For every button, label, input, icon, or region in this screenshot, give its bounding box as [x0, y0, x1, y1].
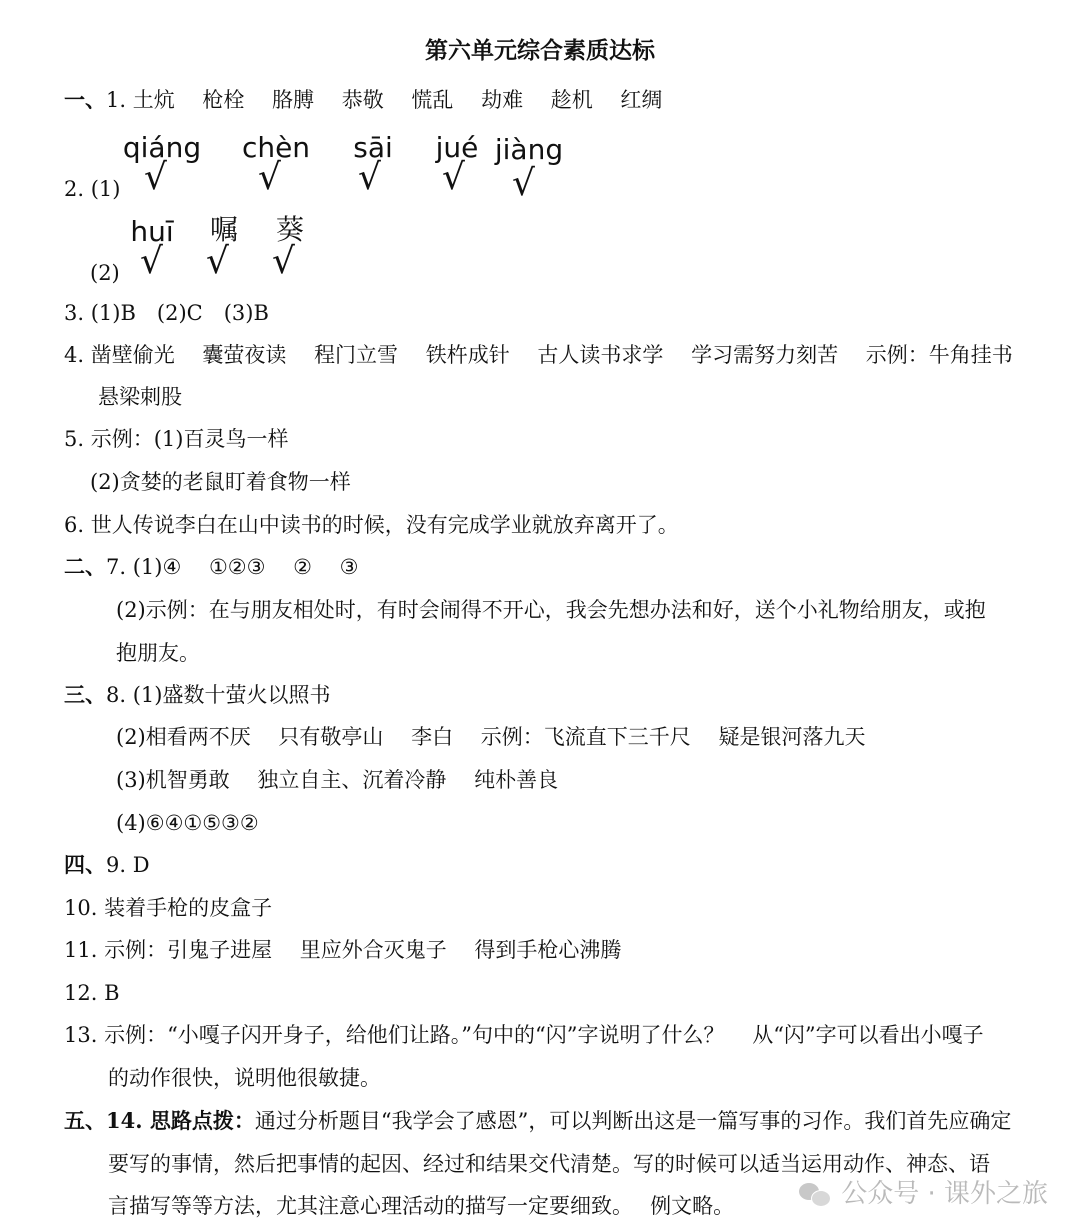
q12-line: 12. B [64, 981, 120, 1005]
q7-line-2: (2)示例：在与朋友相处时，有时会闹得不开心，我会先想办法和好，送个小礼物给朋友，或抱 [116, 598, 986, 622]
q6-line: 6. 世人传说李白在山中读书的时候，没有完成学业就放弃离开了。 [64, 513, 679, 537]
q8-line-2: (2)相看两不厌 只有敬亭山 李白 示例：飞流直下三千尺 疑是银河落九天 [116, 725, 866, 749]
check-mark-icon: √ [206, 241, 229, 282]
q10-line: 10. 装着手枪的皮盒子 [64, 896, 273, 920]
pinyin-item: jué [435, 131, 479, 164]
check-mark-icon: √ [272, 241, 295, 282]
watermark [799, 1179, 1048, 1209]
section-1-label: 一、 [64, 87, 106, 112]
q8-text: 8. (1)盛数十萤火以照书 [106, 683, 331, 707]
pinyin-item: huī [130, 215, 174, 248]
q14-hint-label: 思路点拨： [149, 1108, 255, 1133]
watermark-text: 公众号 · 课外之旅 [841, 1179, 1048, 1209]
q14-number: 14. [106, 1108, 150, 1133]
q2-part2-label: (2) [90, 261, 120, 285]
character-item: 葵 [275, 213, 304, 246]
q14-line-2: 要写的事情，然后把事情的起因、经过和结果交代清楚。写的时候可以适当运用动作、神态、语 [108, 1152, 990, 1176]
section-5-label: 五、 [64, 1108, 106, 1133]
q14-line-3: 言描写等等方法，尤其注意心理活动的描写一定要细致。 例文略。 [108, 1194, 735, 1218]
section-4-label: 四、 [64, 852, 106, 877]
q3-line: 3. (1)B (2)C (3)B [64, 301, 269, 325]
pinyin-item: sāi [353, 131, 393, 164]
section-2-label: 二、 [64, 554, 106, 579]
q14-line-1 [64, 1108, 1011, 1134]
character-item: 嘱 [209, 213, 238, 246]
q9-text: 9. D [106, 853, 150, 877]
pinyin-item: qiáng [122, 131, 202, 164]
q4-line-1: 4. 凿壁偷光 囊萤夜读 程门立雪 铁杵成针 古人读书求学 学习需努力刻苦 示例：牛角挂书 [64, 343, 1013, 367]
wechat-icon [799, 1181, 831, 1207]
q5-line-1: 5. 示例：(1)百灵鸟一样 [64, 427, 289, 451]
page-title: 第六单元综合素质达标 [425, 38, 655, 64]
check-mark-icon: √ [442, 157, 465, 198]
check-mark-icon: √ [140, 241, 163, 282]
q7-line-1 [64, 554, 358, 580]
q9-line [64, 852, 150, 878]
check-mark-icon: √ [144, 157, 167, 198]
q8-line-1 [64, 682, 330, 708]
q5-line-2: (2)贪婪的老鼠盯着食物一样 [90, 470, 351, 494]
q7-line-3: 抱朋友。 [116, 641, 200, 665]
q7-text: 7. (1)④ ①②③ ② ③ [106, 555, 359, 579]
q2-part1-label: 2. (1) [64, 177, 121, 201]
q13-line-2: 的动作很快，说明他很敏捷。 [108, 1066, 381, 1090]
pinyin-item: chèn [241, 131, 311, 164]
q11-line: 11. 示例：引鬼子进屋 里应外合灭鬼子 得到手枪心沸腾 [64, 938, 622, 962]
q4-line-2: 悬梁刺股 [98, 385, 182, 409]
pinyin-item: jiàng [494, 133, 564, 166]
q14-text: 通过分析题目“我学会了感恩”，可以判断出这是一篇写事的习作。我们首先应确定 [254, 1109, 1012, 1133]
q1-text: 1. 土炕 枪栓 胳膊 恭敬 慌乱 劫难 趁机 红绸 [106, 88, 663, 112]
q8-line-4: (4)⑥④①⑤③② [116, 811, 259, 835]
section-3-label: 三、 [64, 682, 106, 707]
check-mark-icon: √ [258, 157, 281, 198]
check-mark-icon: √ [358, 157, 381, 198]
check-mark-icon: √ [512, 163, 535, 204]
q13-line-1: 13. 示例：“小嘎子闪开身子，给他们让路。”句中的“闪”字说明了什么？ 从“闪”字可以看出小嘎子 [64, 1023, 984, 1047]
q8-line-3: (3)机智勇敢 独立自主、沉着冷静 纯朴善良 [116, 768, 559, 792]
q1-line [64, 87, 662, 113]
